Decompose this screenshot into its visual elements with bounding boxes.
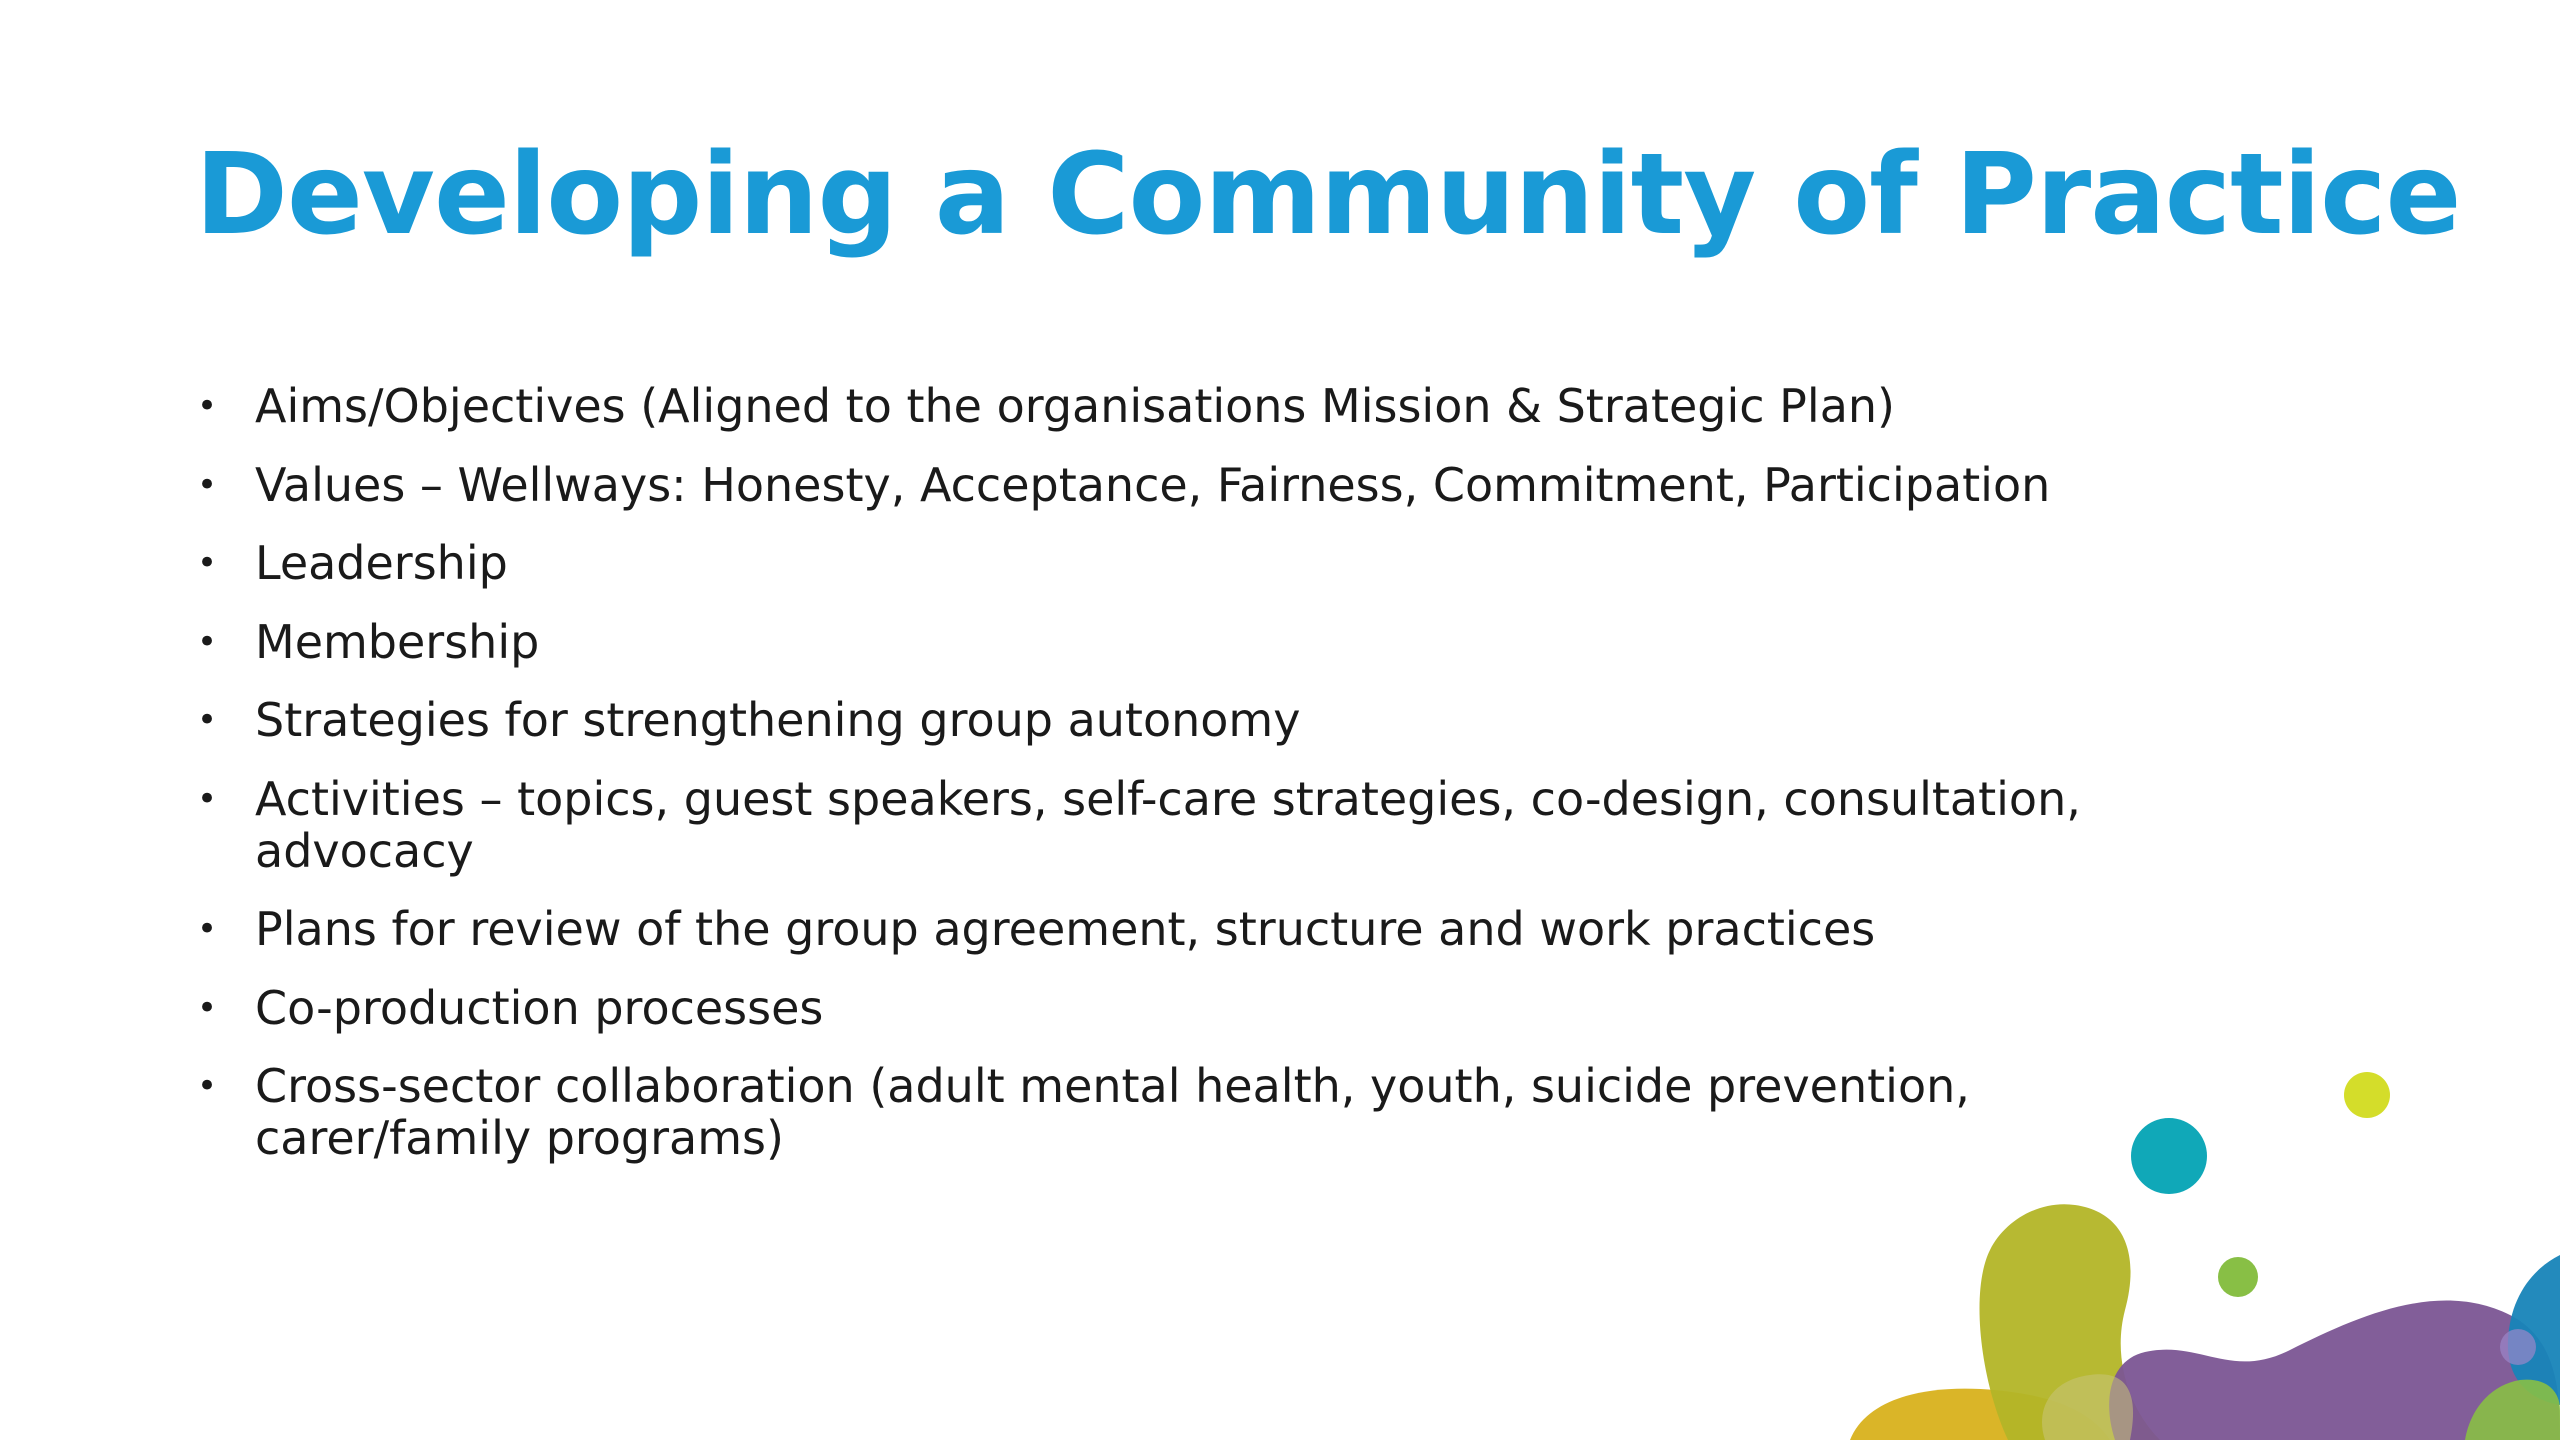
bullet-item: [195, 459, 2245, 511]
bullet-item: [195, 773, 2245, 877]
teal-circle: [2131, 1118, 2207, 1194]
slide-title: Developing a Community of Practice: [195, 130, 2461, 260]
bullet-text: Membership: [255, 614, 540, 669]
bullet-item: [195, 537, 2245, 589]
bullet-item: [195, 982, 2245, 1034]
colorful-blob-graphic: [1840, 1040, 2560, 1440]
bullet-text: Leadership: [255, 536, 508, 590]
bullet-text: Cross-sector collaboration (adult mental health, youth, suicide prevention, carer/family programs): [255, 1059, 1970, 1165]
bullet-dot-icon: •: [196, 386, 218, 426]
bullet-item: [195, 903, 2245, 955]
bullet-item: [195, 380, 2245, 432]
bullet-text: Strategies for strengthening group autonomy: [255, 693, 1301, 747]
bullet-text: Plans for review of the group agreement, structure and work practices: [255, 902, 1876, 956]
bullet-text: Values – Wellways: Honesty, Acceptance, Fairness, Commitment, Participation: [255, 457, 2051, 512]
bullet-dot-icon: •: [196, 987, 218, 1028]
bullet-item: [195, 616, 2245, 668]
lavender-circle: [2500, 1329, 2536, 1365]
bullet-text: Activities – topics, guest speakers, self-care strategies, co-design, consultation, advocacy: [255, 771, 2081, 878]
bullet-text: Aims/Objectives (Aligned to the organisations Mission & Strategic Plan): [255, 379, 1895, 433]
bullet-dot-icon: •: [196, 621, 218, 662]
bullet-dot-icon: •: [196, 1066, 218, 1106]
green-circle: [2218, 1257, 2258, 1297]
bullet-dot-icon: •: [196, 464, 218, 505]
lime-circle: [2344, 1072, 2390, 1118]
bullet-item: [195, 694, 2245, 746]
bullet-dot-icon: •: [196, 778, 218, 819]
bullet-dot-icon: •: [196, 700, 218, 740]
bullet-dot-icon: •: [196, 909, 218, 949]
bullet-text: Co-production processes: [255, 980, 824, 1035]
bullet-dot-icon: •: [196, 543, 218, 583]
